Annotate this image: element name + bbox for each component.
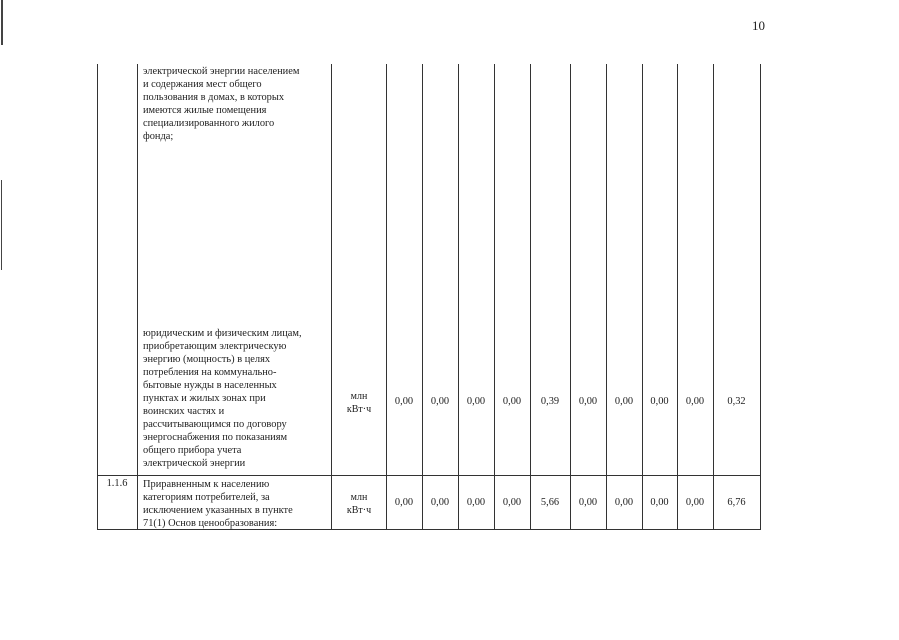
value-cell: 0,00: [430, 396, 450, 407]
value-cell: 6,76: [727, 497, 746, 508]
table-border-right: [760, 64, 761, 530]
value-cell: 0,00: [502, 396, 522, 407]
table-column-divider: [494, 64, 495, 530]
table-column-divider: [386, 64, 387, 530]
row-description: электрической энергии населением и содержания мест общего пользования в домах, в которых имеются жилые помещения специализированного жилого фонда;: [143, 66, 300, 142]
value-cell: 0,00: [614, 497, 634, 508]
value-cell: 0,00: [394, 497, 414, 508]
value-cell: 0,00: [685, 497, 705, 508]
scan-edge-mark: [1, 0, 3, 45]
scan-edge-mark: [1, 180, 2, 270]
row-description: юридическим и физическим лицам, приобретающим электрическую энергию (мощность) в целях потребления на коммунально- бытовые нужды в населенных пунктах и жилых зонах при воинских частях и рассчитывающимся по договору энергоснабжения по показаниям общего прибора учета электрической энергии: [143, 328, 302, 469]
row-unit: млн кВт·ч: [346, 391, 372, 415]
value-cell: 5,66: [540, 497, 560, 508]
table-column-divider: [530, 64, 531, 530]
table-border-left: [97, 64, 98, 530]
value-cell: 0,00: [578, 396, 598, 407]
value-cell: 0,00: [502, 497, 522, 508]
value-cell: 0,00: [430, 497, 450, 508]
row-code: 1.1.6: [106, 478, 128, 489]
table-column-divider: [642, 64, 643, 530]
value-cell: 0,00: [578, 497, 598, 508]
table-column-divider: [331, 64, 332, 530]
value-cell: 0,00: [685, 396, 705, 407]
value-cell: 0,39: [540, 396, 560, 407]
page-number: 10: [752, 18, 765, 33]
value-cell: 0,32: [727, 396, 746, 407]
table-column-divider: [137, 64, 138, 530]
table-column-divider: [570, 64, 571, 530]
value-cell: 0,00: [650, 396, 669, 407]
value-cell: 0,00: [466, 497, 486, 508]
table-column-divider: [713, 64, 714, 530]
value-cell: 0,00: [394, 396, 414, 407]
value-cell: 0,00: [650, 497, 669, 508]
row-description: Приравненным к населению категориям потребителей, за исключением указанных в пункте 71(1) Основ ценообразования:: [143, 479, 293, 529]
table-column-divider: [422, 64, 423, 530]
value-cell: 0,00: [614, 396, 634, 407]
row-unit: млн кВт·ч: [346, 492, 372, 516]
table-column-divider: [677, 64, 678, 530]
table-row-divider: [97, 475, 761, 476]
table-column-divider: [458, 64, 459, 530]
value-cell: 0,00: [466, 396, 486, 407]
table-column-divider: [606, 64, 607, 530]
